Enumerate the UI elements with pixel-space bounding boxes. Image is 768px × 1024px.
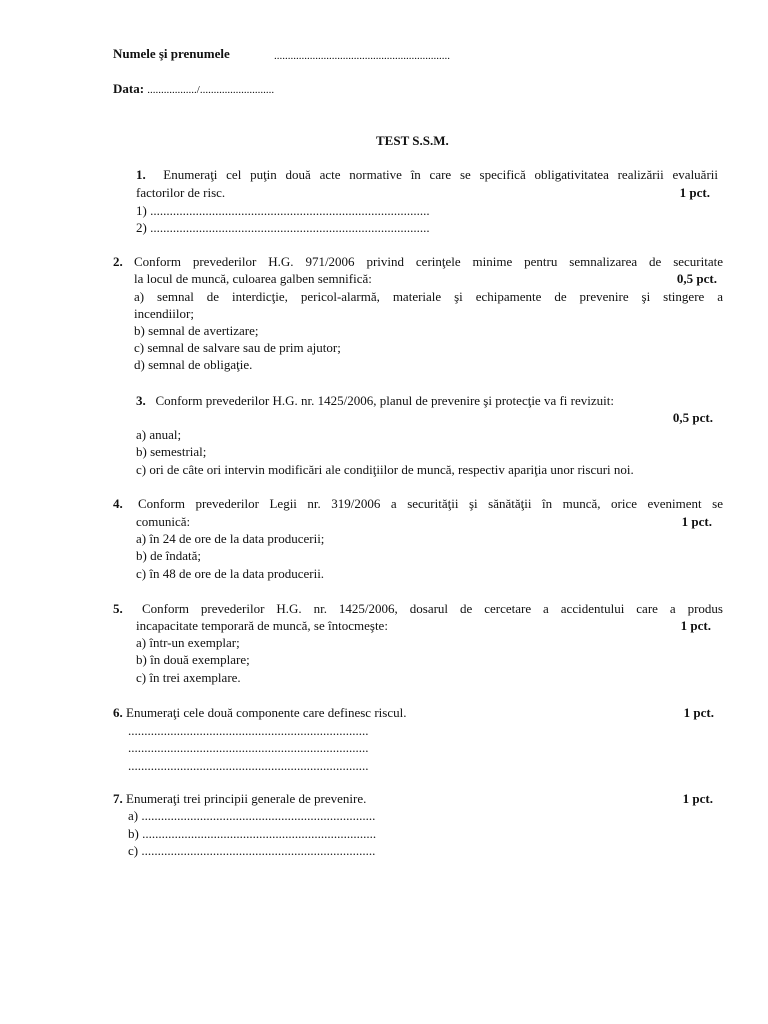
q5-option-a: a) într-un exemplar; xyxy=(136,635,240,650)
q2-line1: Conform prevederilor H.G. 971/2006 privind cerinţele minime pentru semnalizarea de securitate xyxy=(134,254,723,269)
q7-answer-b: b) ........................................................................ xyxy=(128,826,377,841)
q5-line1: Conform prevederilor H.G. nr. 1425/2006, dosarul de cercetare a accidentului care a produs xyxy=(142,601,723,616)
q3-option-a: a) anual; xyxy=(136,427,182,442)
q1-answer-1: 1) ...................................................................................... xyxy=(136,203,430,218)
q1-line1 xyxy=(136,167,718,183)
page-title: TEST S.S.M. xyxy=(376,133,449,148)
q6-number: 6. xyxy=(113,705,123,720)
q7-answer-c: c) ........................................................................ xyxy=(128,843,376,858)
q1-answer-2: 2) ...................................................................................... xyxy=(136,220,430,235)
q5-points: 1 pct. xyxy=(680,618,711,633)
q4-option-c: c) în 48 de ore de la data producerii. xyxy=(136,566,325,581)
date-line xyxy=(113,81,274,98)
q6-answer-2: .......................................................................... xyxy=(128,740,369,755)
q1-points: 1 pct. xyxy=(679,185,710,200)
name-label: Numele şi prenumele xyxy=(113,46,230,61)
q3-option-c: c) ori de câte ori intervin modificări ale condiţiilor de muncă, respectiv apariţia unor riscuri noi. xyxy=(136,462,634,477)
q4-option-a: a) în 24 de ore de la data producerii; xyxy=(136,531,325,546)
q3-number: 3. xyxy=(136,393,146,408)
q2-option-c: c) semnal de salvare sau de prim ajutor; xyxy=(134,340,341,355)
q6-points: 1 pct. xyxy=(683,705,714,720)
q4-number: 4. xyxy=(113,496,123,511)
q2-line2: la locul de muncă, culoarea galben semnifică: xyxy=(134,271,372,286)
q5-number: 5. xyxy=(113,601,123,616)
q2-option-d: d) semnal de obligaţie. xyxy=(134,357,253,372)
q2-number: 2. xyxy=(113,254,123,269)
q3-option-b: b) semestrial; xyxy=(136,444,207,459)
q1-number: 1. xyxy=(136,167,146,182)
q6-answer-1: .......................................................................... xyxy=(128,723,369,738)
q2-option-a-line2: incendiilor; xyxy=(134,306,194,321)
q7-points: 1 pct. xyxy=(682,791,713,806)
q5-option-b: b) în două exemplare; xyxy=(136,652,250,667)
q2-option-b: b) semnal de avertizare; xyxy=(134,323,259,338)
q2-option-a-line1: a) semnal de interdicţie, pericol-alarmă, materiale şi echipamente de prevenire şi stingere a xyxy=(134,289,723,304)
q3-points: 0,5 pct. xyxy=(672,410,713,425)
q4-line2: comunică: xyxy=(136,514,191,529)
q7-text: Enumeraţi trei principii generale de prevenire. xyxy=(126,791,367,806)
q6-text: Enumeraţi cele două componente care definesc riscul. xyxy=(126,705,407,720)
q4-line1: Conform prevederilor Legii nr. 319/2006 a securităţii şi sănătăţii în muncă, orice eveniment se xyxy=(138,496,723,511)
q3-text: Conform prevederilor H.G. nr. 1425/2006, planul de prevenire şi protecţie va fi revizuit: xyxy=(155,393,614,408)
q3-line1 xyxy=(136,393,614,409)
q1-line2: factorilor de risc. xyxy=(136,185,226,200)
q4-option-b: b) de îndată; xyxy=(136,548,201,563)
q4-points: 1 pct. xyxy=(681,514,712,529)
q6-line1 xyxy=(113,705,406,721)
q7-line1 xyxy=(113,791,366,807)
q7-answer-a: a) ........................................................................ xyxy=(128,808,376,823)
date-dots: ................../........................... xyxy=(147,84,275,96)
date-label: Data: xyxy=(113,81,145,96)
q5-option-c: c) în trei axemplare. xyxy=(136,670,241,685)
q7-number: 7. xyxy=(113,791,123,806)
q1-text: Enumeraţi cel puţin două acte normative în care se specifică obligativitatea realizării evaluării xyxy=(163,167,719,182)
name-dots: ................................................................ xyxy=(274,50,450,62)
q2-points: 0,5 pct. xyxy=(676,271,717,286)
q5-line2: incapacitate temporară de muncă, se întocmeşte: xyxy=(136,618,388,633)
q6-answer-3: .......................................................................... xyxy=(128,758,369,773)
